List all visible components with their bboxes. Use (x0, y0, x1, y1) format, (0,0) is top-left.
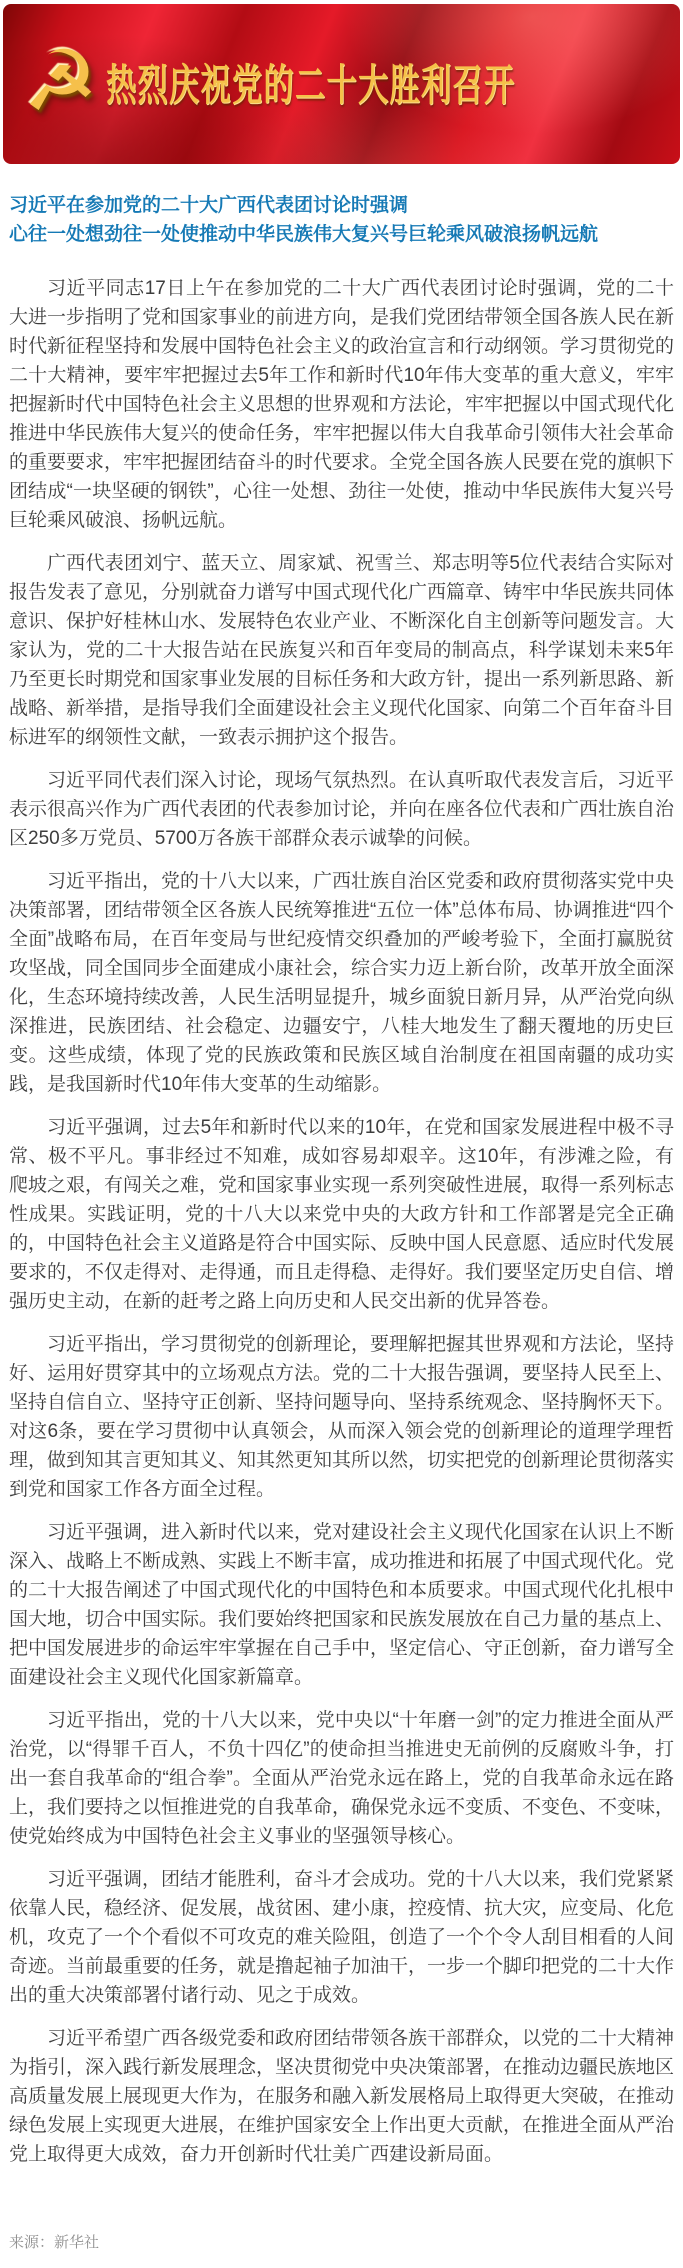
paragraph: 习近平强调，进入新时代以来，党对建设社会主义现代化国家在认识上不断深入、战略上不断成熟、实践上不断丰富，成功推进和拓展了中国式现代化。党的二十大报告阐述了中国式现代化的中国特色和本质要求。中国式现代化扎根中国大地，切合中国实际。我们要始终把国家和民族发展放在自己力量的基点上、把中国发展进步的命运牢牢掌握在自己手中，坚定信心、守正创新，奋力谱写全面建设社会主义现代化国家新篇章。 (9, 1522, 675, 1688)
article-title-line1: 习近平在参加党的二十大广西代表团讨论时强调 (9, 195, 409, 216)
source-line: 来源：新华社 (9, 2234, 100, 2251)
paragraph: 习近平强调，团结才能胜利，奋斗才会成功。党的十八大以来，我们党紧紧依靠人民，稳经济、促发展，战贫困、建小康，控疫情、抗大灾，应变局、化危机，攻克了一个个看似不可攻克的难关险阻，创造了一个个令人刮目相看的人间奇迹。当前最重要的任务，就是撸起袖子加油干，一步一个脚印把党的二十大作出的重大决策部署付诸行动、见之于成效。 (9, 1869, 675, 2006)
paragraph: 习近平指出，党的十八大以来，党中央以“十年磨一剑”的定力推进全面从严治党，以“得罪千百人，不负十四亿”的使命担当推进史无前例的反腐败斗争，打出一套自我革命的“组合拳”。全面从严治党永远在路上，党的自我革命永远在路上，我们要持之以恒推进党的自我革命，确保党永远不变质、不变色、不变味，使党始终成为中国特色社会主义事业的坚强领导核心。 (9, 1710, 675, 1847)
paragraph: 习近平同志17日上午在参加党的二十大广西代表团讨论时强调，党的二十大进一步指明了党和国家事业的前进方向，是我们党团结带领全国各族人民在新时代新征程坚持和发展中国特色社会主义的政治宣言和行动纲领。学习贯彻党的二十大精神，要牢牢把握过去5年工作和新时代10年伟大变革的重大意义，牢牢把握新时代中国特色社会主义思想的世界观和方法论，牢牢把握以中国式现代化推进中华民族伟大复兴的使命任务，牢牢把握以伟大自我革命引领伟大社会革命的重要要求，牢牢把握团结奋斗的时代要求。全党全国各族人民要在党的旗帜下团结成“一块坚硬的钢铁”，心往一处想、劲往一处使，推动中华民族伟大复兴号巨轮乘风破浪、扬帆远航。 (9, 278, 675, 531)
celebration-banner (3, 4, 680, 164)
article-content (0, 191, 683, 2252)
article-page (0, 4, 683, 2252)
paragraph: 广西代表团刘宁、蓝天立、周家斌、祝雪兰、郑志明等5位代表结合实际对报告发表了意见，分别就奋力谱写中国式现代化广西篇章、铸牢中华民族共同体意识、保护好桂林山水、发展特色农业产业、不断深化自主创新等问题发言。大家认为，党的二十大报告站在民族复兴和百年变局的制高点，科学谋划未来5年乃至更长时期党和国家事业发展的目标任务和大政方针，提出一系列新思路、新战略、新举措，是指导我们全面建设社会主义现代化国家、向第二个百年奋斗目标进军的纲领性文献，一致表示拥护这个报告。 (9, 553, 675, 748)
paragraph: 习近平指出，学习贯彻党的创新理论，要理解把握其世界观和方法论，坚持好、运用好贯穿其中的立场观点方法。党的二十大报告强调，要坚持人民至上、坚持自信自立、坚持守正创新、坚持问题导向、坚持系统观念、坚持胸怀天下。对这6条，要在学习贯彻中认真领会，从而深入领会党的创新理论的道理学理哲理，做到知其言更知其义、知其然更知其所以然，切实把党的创新理论贯彻落实到党和国家工作各方面全过程。 (9, 1334, 675, 1500)
article-title (9, 191, 674, 249)
paragraph: 习近平同代表们深入讨论，现场气氛热烈。在认真听取代表发言后，习近平表示很高兴作为广西代表团的代表参加讨论，并向在座各位代表和广西壮族自治区250多万党员、5700万各族干部群众表示诚挚的问候。 (9, 770, 675, 849)
article-body (9, 274, 674, 2169)
banner-slogan: 热烈庆祝党的二十大胜利召开 (106, 61, 516, 110)
paragraph: 习近平指出，党的十八大以来，广西壮族自治区党委和政府贯彻落实党中央决策部署，团结带领全区各族人民统筹推进“五位一体”总体布局、协调推进“四个全面”战略布局，在百年变局与世纪疫情交织叠加的严峻考验下，全面打赢脱贫攻坚战，同全国同步全面建成小康社会，综合实力迈上新台阶，改革开放全面深化，生态环境持续改善，人民生活明显提升，城乡面貌日新月异，从严治党向纵深推进，民族团结、社会稳定、边疆安宁，八桂大地发生了翻天覆地的历史巨变。这些成绩，体现了党的民族政策和民族区域自治制度在祖国南疆的成功实践，是我国新时代10年伟大变革的生动缩影。 (9, 871, 675, 1095)
paragraph: 习近平希望广西各级党委和政府团结带领各族干部群众，以党的二十大精神为指引，深入践行新发展理念，坚决贯彻党中央决策部署，在推动边疆民族地区高质量发展上展现更大作为，在服务和融入新发展格局上取得更大突破，在推动绿色发展上实现更大进展，在维护国家安全上作出更大贡献，在推进全面从严治党上取得更大成效，奋力开创新时代壮美广西建设新局面。 (9, 2028, 675, 2165)
party-emblem-icon: ☭ (23, 32, 99, 130)
article-title-line2: 心往一处想劲往一处使推动中华民族伟大复兴号巨轮乘风破浪扬帆远航 (9, 224, 599, 245)
paragraph: 习近平强调，过去5年和新时代以来的10年，在党和国家发展进程中极不寻常、极不平凡。事非经过不知难，成如容易却艰辛。这10年，有涉滩之险，有爬坡之艰，有闯关之难，党和国家事业实现一系列突破性进展，取得一系列标志性成果。实践证明，党的十八大以来党中央的大政方针和工作部署是完全正确的，中国特色社会主义道路是符合中国实际、反映中国人民意愿、适应时代发展要求的，不仅走得对、走得通，而且走得稳、走得好。我们要坚定历史自信、增强历史主动，在新的赶考之路上向历史和人民交出新的优异答卷。 (9, 1117, 675, 1312)
